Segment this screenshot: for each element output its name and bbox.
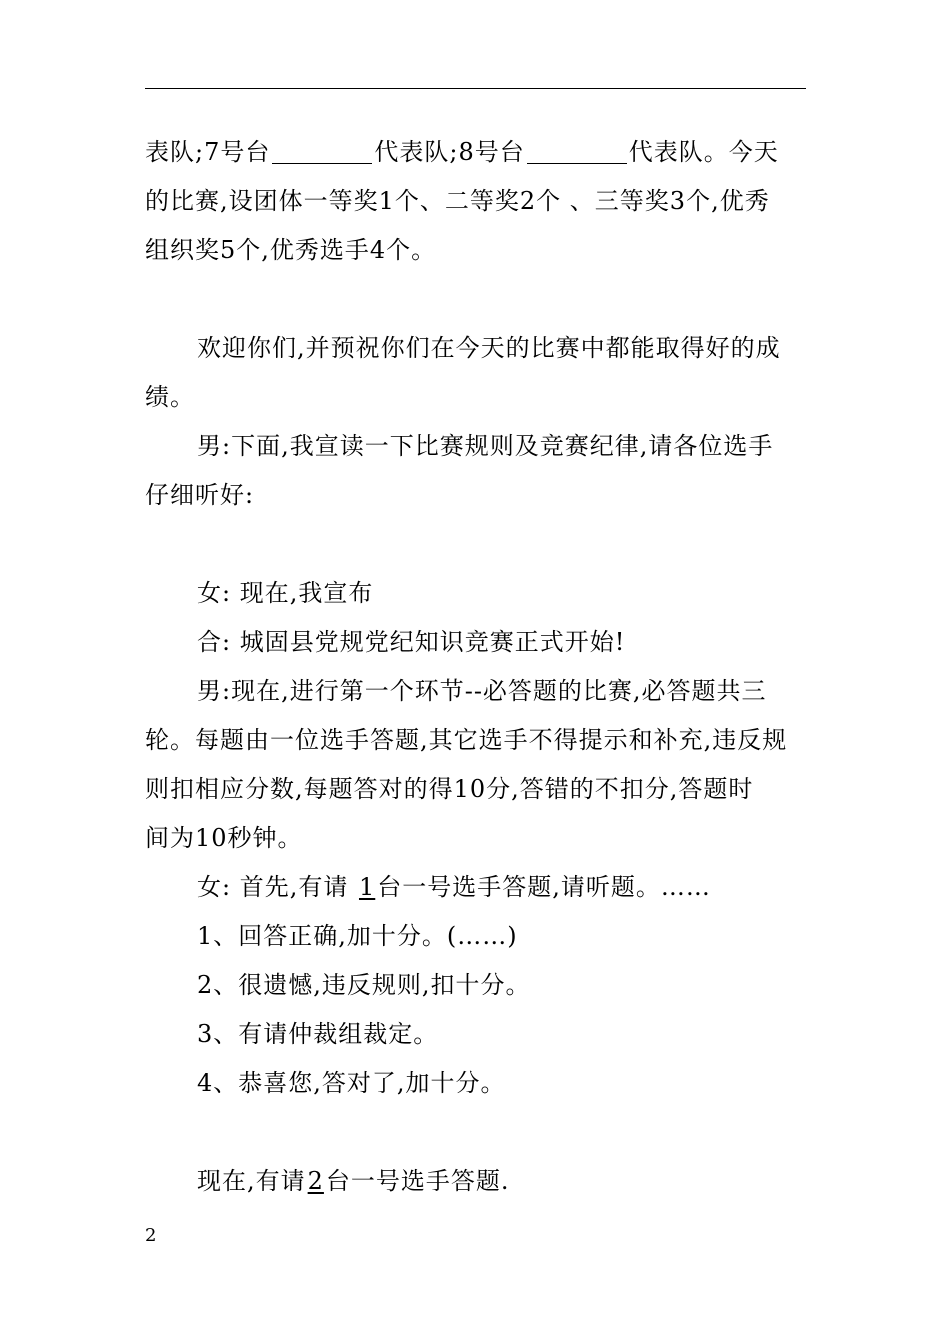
text-segment: 女: 首先,有请 [197, 873, 357, 901]
paragraph-line: 合: 城固县党规党纪知识竞赛正式开始! [197, 628, 626, 656]
text-segment: 表队;7号台 [145, 138, 271, 166]
paragraph-line: 男:下面,我宣读一下比赛规则及竞赛纪律,请各位选手 [197, 432, 774, 460]
paragraph-line: 仔细听好: [145, 481, 255, 509]
list-item: 4、恭喜您,答对了,加十分。 [197, 1069, 506, 1097]
paragraph-line: 的比赛,设团体一等奖1个、二等奖2个 、三等奖3个,优秀 [145, 187, 770, 215]
underlined-number: 1 [358, 873, 376, 901]
paragraph-line [145, 128, 807, 177]
list-item: 1、回答正确,加十分。(……) [197, 922, 518, 950]
header-rule [145, 88, 806, 89]
fill-in-blank [527, 133, 627, 164]
paragraph-line: 间为10秒钟。 [145, 824, 303, 852]
paragraph-line: 男:现在,进行第一个环节--必答题的比赛,必答题共三 [197, 677, 767, 705]
paragraph-line [145, 863, 807, 912]
text-segment: 台一号选手答题,请听题。…… [377, 873, 711, 901]
paragraph-line [145, 1157, 807, 1206]
document-page-body [145, 128, 807, 1206]
paragraph-line: 组织奖5个,优秀选手4个。 [145, 236, 437, 264]
page-number: 2 [145, 1225, 157, 1246]
text-segment: 代表队;8号台 [374, 138, 525, 166]
text-segment: 代表队。今天 [628, 138, 779, 166]
underlined-number: 2 [307, 1167, 324, 1195]
paragraph-line: 轮。每题由一位选手答题,其它选手不得提示和补充,违反规 [145, 726, 788, 754]
text-segment: 台一号选手答题. [325, 1167, 510, 1195]
list-item: 2、很遗憾,违反规则,扣十分。 [197, 971, 531, 999]
fill-in-blank [272, 133, 372, 164]
paragraph-line: 欢迎你们,并预祝你们在今天的比赛中都能取得好的成 [197, 334, 781, 362]
list-item: 3、有请仲裁组裁定。 [197, 1020, 439, 1048]
paragraph-line: 绩。 [145, 383, 195, 411]
paragraph-line: 女: 现在,我宣布 [197, 579, 374, 607]
paragraph-line: 则扣相应分数,每题答对的得10分,答错的不扣分,答题时 [145, 775, 754, 803]
text-segment: 现在,有请 [197, 1167, 306, 1195]
